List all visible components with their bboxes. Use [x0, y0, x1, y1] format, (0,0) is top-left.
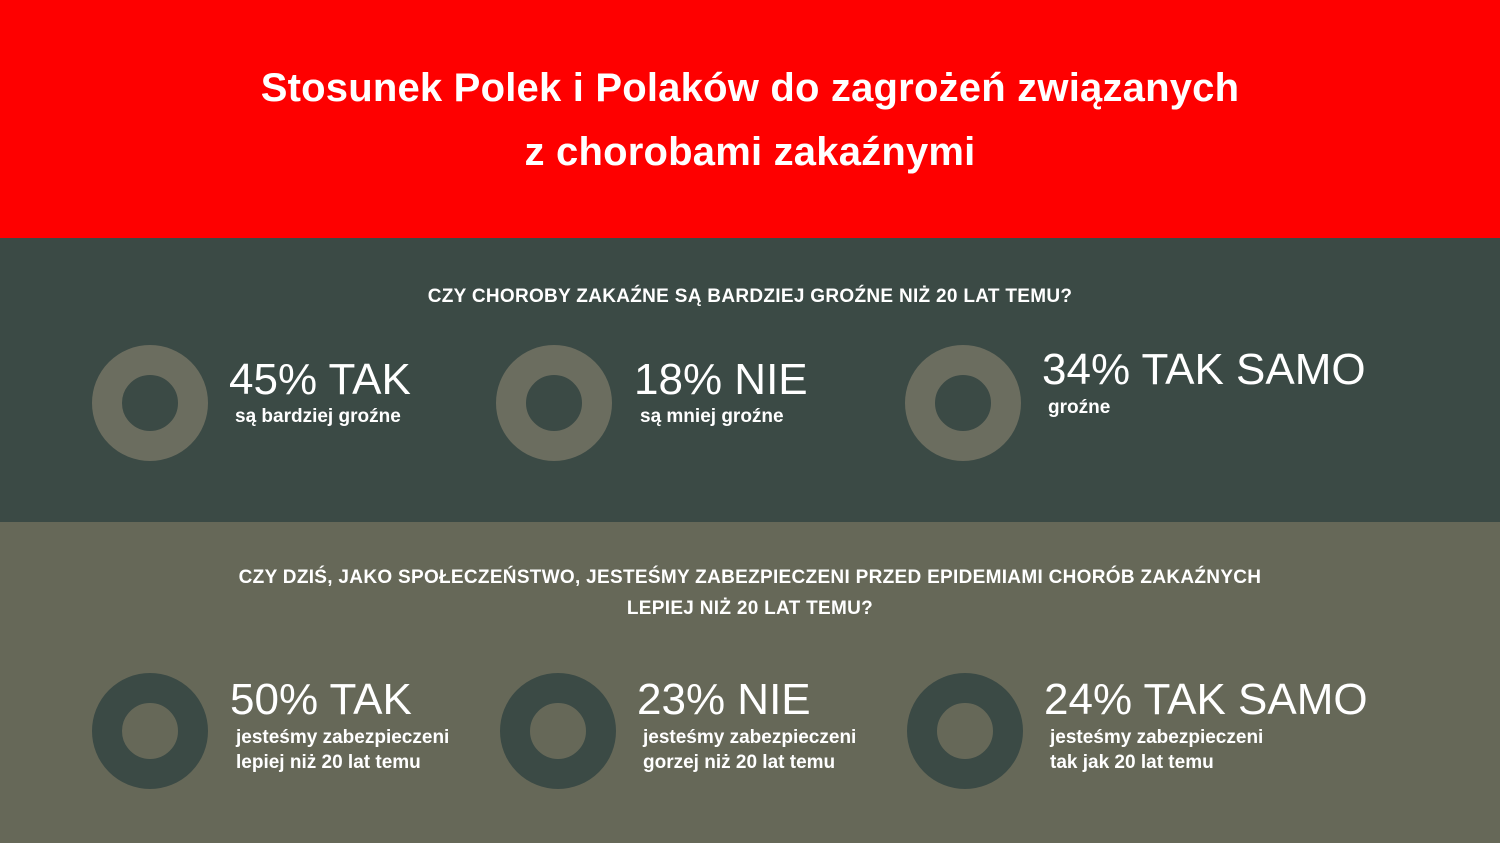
donut-5-value-label: 23% NIE — [637, 675, 811, 724]
donut-4-ring — [107, 688, 193, 774]
donut-chart-1 — [92, 345, 208, 461]
donut-1-ring — [107, 360, 193, 446]
section-threat — [0, 238, 1500, 522]
donut-chart-4 — [92, 673, 208, 789]
donut-6-caption-line-2: tak jak 20 lat temu — [1050, 752, 1214, 773]
donut-1-value-label: 45% TAK — [229, 355, 411, 404]
donut-2-caption: są mniej groźne — [640, 406, 784, 427]
page-title-line-2: z chorobami zakaźnymi — [524, 130, 976, 174]
donut-chart-2 — [496, 345, 612, 461]
donut-6-ring — [922, 688, 1008, 774]
donut-4-caption-line-2: lepiej niż 20 lat temu — [236, 752, 421, 773]
donut-chart-5 — [500, 673, 616, 789]
donut-chart-6 — [907, 673, 1023, 789]
donut-3-ring — [920, 360, 1006, 446]
donut-2-value-label: 18% NIE — [634, 355, 808, 404]
header-banner — [0, 0, 1500, 238]
section-2-question-line-1: CZY DZIŚ, JAKO SPOŁECZEŃSTWO, JESTEŚMY ZABEZPIECZENI PRZED EPIDEMIAMI CHORÓB ZAKAŹNYCH — [238, 567, 1262, 588]
donut-5-ring — [515, 688, 601, 774]
donut-3-caption: groźne — [1048, 397, 1111, 418]
section-2-question-line-2: LEPIEJ NIŻ 20 LAT TEMU? — [626, 598, 874, 619]
section-1-question: CZY CHOROBY ZAKAŹNE SĄ BARDZIEJ GROŹNE NIŻ 20 LAT TEMU? — [427, 286, 1073, 307]
donut-5-caption-line-1: jesteśmy zabezpieczeni — [643, 727, 857, 748]
donut-chart-3 — [905, 345, 1021, 461]
donut-6-value-label: 24% TAK SAMO — [1044, 675, 1368, 724]
donut-4-value-label: 50% TAK — [230, 675, 412, 724]
page-title-line-1: Stosunek Polek i Polaków do zagrożeń związanych — [260, 66, 1240, 110]
donut-3-value-label: 34% TAK SAMO — [1042, 345, 1366, 394]
donut-4-caption-line-1: jesteśmy zabezpieczeni — [236, 727, 450, 748]
donut-6-caption-line-1: jesteśmy zabezpieczeni — [1050, 727, 1264, 748]
section-protection — [0, 522, 1500, 843]
donut-2-ring — [511, 360, 597, 446]
donut-1-caption: są bardziej groźne — [235, 406, 401, 427]
donut-5-caption-line-2: gorzej niż 20 lat temu — [643, 752, 836, 773]
